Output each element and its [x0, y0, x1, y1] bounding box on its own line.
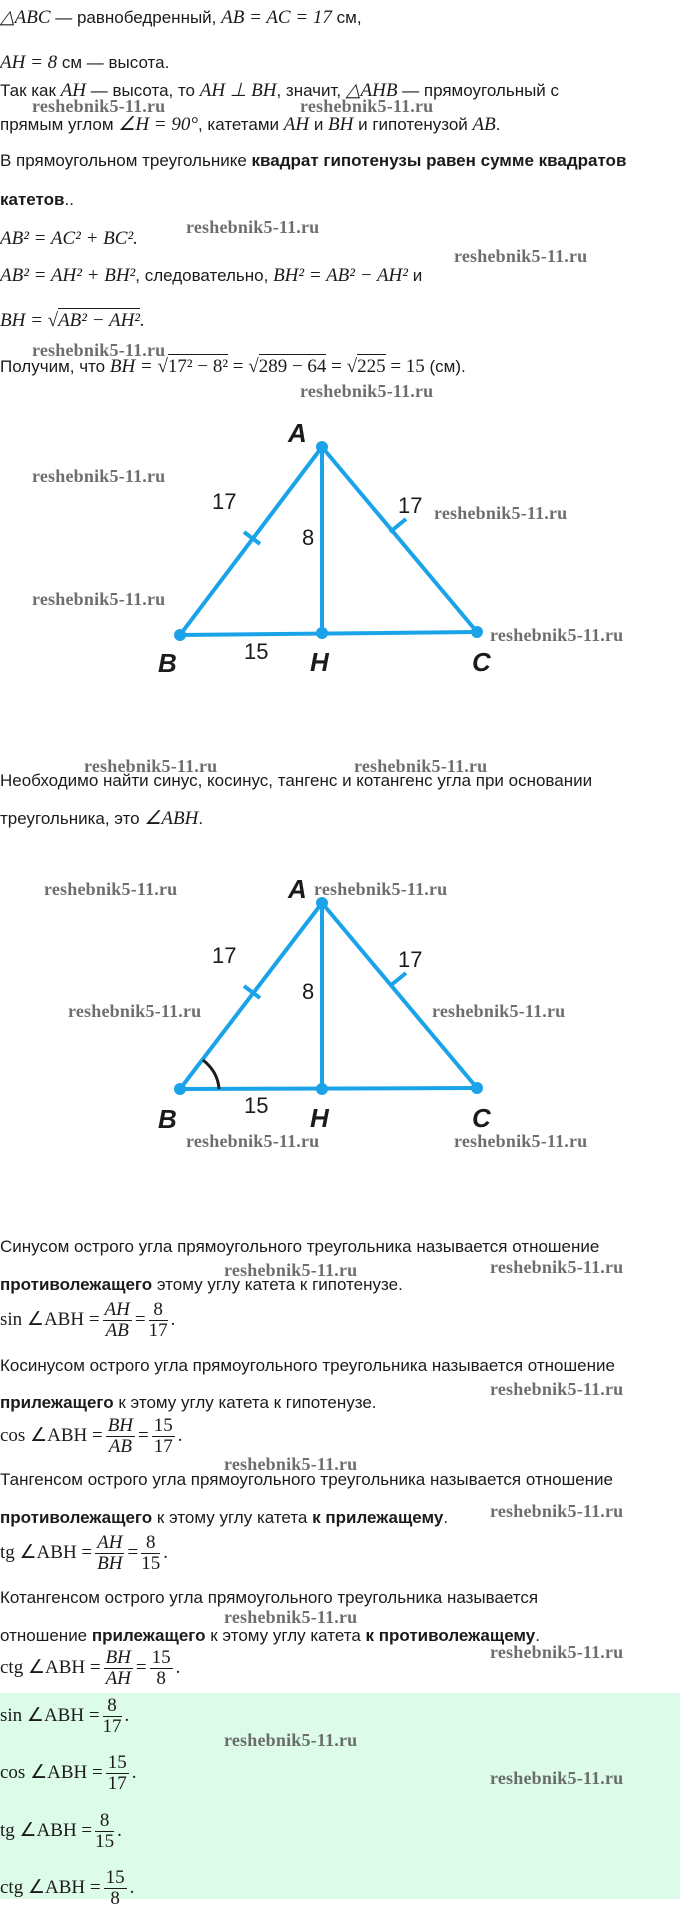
- length-ab: 17: [212, 943, 237, 968]
- side-ab: [180, 447, 322, 635]
- watermark: reshebnik5-11.ru: [490, 1257, 624, 1277]
- reason-line-2: прямым углом ∠H = 90°, катетами AH и BH и гипотенузой AB.: [0, 114, 501, 135]
- side-ab: [180, 903, 322, 1089]
- length-ah: 8: [302, 979, 315, 1004]
- angle-arc: [203, 1060, 219, 1089]
- point-h: [316, 1083, 328, 1095]
- watermark: reshebnik5-11.ru: [32, 589, 166, 609]
- formula-2: AB² = AH² + BH², следовательно, BH² = AB² − AH² и: [0, 265, 423, 286]
- watermark: reshebnik5-11.ru: [224, 1730, 358, 1750]
- task-line-1: Необходимо найти синус, косинус, тангенс и котангенс угла при основании: [0, 771, 593, 790]
- watermark: reshebnik5-11.ru: [454, 246, 588, 266]
- ctg-formula: ctg ∠ABH = $\frac{BH}{AH}$ = $\frac{15}{8}$ .: [0, 1647, 181, 1689]
- point-h: [316, 627, 328, 639]
- answer-ctg: ctg ∠ABH = $\frac{15}{8}$ .: [0, 1867, 135, 1909]
- formula-4: Получим, что BH = √17² − 8² = √289 − 64 = √225 = 15 (см).: [0, 356, 466, 377]
- watermark: reshebnik5-11.ru: [432, 1001, 566, 1021]
- formula-1: AB² = AC² + BC².: [0, 228, 138, 249]
- pythagoras-rule-2: катетов..: [0, 190, 74, 209]
- cos-definition-2: прилежащего к этому углу катета к гипотенузе.: [0, 1393, 377, 1412]
- watermark: reshebnik5-11.ru: [490, 1379, 624, 1399]
- label-b: B: [158, 1104, 177, 1134]
- pythagoras-rule-1: В прямоугольном треугольнике квадрат гипотенузы равен сумме квадратов: [0, 151, 627, 170]
- side-ac: [322, 903, 477, 1088]
- watermark: reshebnik5-11.ru: [68, 1001, 202, 1021]
- side-bc: [180, 632, 477, 635]
- label-a: A: [288, 874, 307, 904]
- sin-definition-2: противолежащего этому углу катета к гипотенузе.: [0, 1275, 403, 1294]
- answer-cos: cos ∠ABH = $\frac{15}{17}$ .: [0, 1752, 137, 1794]
- label-c: C: [472, 647, 491, 677]
- watermark: reshebnik5-11.ru: [32, 96, 166, 116]
- watermark: reshebnik5-11.ru: [32, 340, 166, 360]
- tick-ac: [390, 973, 406, 986]
- watermark: reshebnik5-11.ru: [314, 879, 448, 899]
- tg-definition-1: Тангенсом острого угла прямоугольного треугольника называется отношение: [0, 1470, 614, 1489]
- watermark: reshebnik5-11.ru: [186, 1131, 320, 1151]
- point-b: [174, 629, 186, 641]
- side-bc: [180, 1088, 477, 1089]
- answer-tg: tg ∠ABH = $\frac{8}{15}$ .: [0, 1810, 122, 1852]
- answer-sin: sin ∠ABH = $\frac{8}{17}$ .: [0, 1695, 130, 1737]
- given-line: △ABC — равнобедренный, AB = AC = 17 см,: [0, 7, 362, 28]
- watermark: reshebnik5-11.ru: [300, 96, 434, 116]
- label-h: H: [310, 1103, 329, 1133]
- watermark: reshebnik5-11.ru: [300, 381, 434, 401]
- task-line-2: треугольника, это ∠ABH.: [0, 808, 204, 829]
- cos-formula: cos ∠ABH = $\frac{BH}{AB}$ = $\frac{15}{17}$ .: [0, 1415, 183, 1457]
- watermark: reshebnik5-11.ru: [490, 1501, 624, 1521]
- length-ac: 17: [398, 947, 423, 972]
- label-a: A: [288, 418, 307, 448]
- tick-ac: [390, 519, 406, 532]
- watermark: reshebnik5-11.ru: [490, 625, 624, 645]
- label-c: C: [472, 1103, 491, 1133]
- label-h: H: [310, 647, 329, 677]
- length-bh: 15: [244, 1093, 269, 1118]
- point-c: [471, 1082, 483, 1094]
- length-ab: 17: [212, 489, 237, 514]
- ctg-definition-1: Котангенсом острого угла прямоугольного треугольника называется: [0, 1588, 539, 1607]
- sin-definition-1: Синусом острого угла прямоугольного треугольника называется отношение: [0, 1237, 600, 1256]
- reason-line-1: Так как AH — высота, то AH ⊥ BH, значит, △AHB — прямоугольный с: [0, 80, 560, 101]
- point-c: [471, 626, 483, 638]
- length-ah: 8: [302, 525, 315, 550]
- watermark: reshebnik5-11.ru: [224, 1607, 358, 1627]
- watermark: reshebnik5-11.ru: [224, 1260, 358, 1280]
- watermark: reshebnik5-11.ru: [490, 1642, 624, 1662]
- watermark: reshebnik5-11.ru: [490, 1768, 624, 1788]
- formula-3: BH = √AB² − AH².: [0, 310, 145, 331]
- point-b: [174, 1083, 186, 1095]
- point-a: [316, 441, 328, 453]
- side-ac: [322, 447, 477, 632]
- watermark: reshebnik5-11.ru: [44, 879, 178, 899]
- watermark: reshebnik5-11.ru: [224, 1454, 358, 1474]
- length-bh: 15: [244, 639, 269, 664]
- ctg-definition-2: отношение прилежащего к этому углу катета к противолежащему.: [0, 1626, 540, 1645]
- sin-formula: sin ∠ABH = $\frac{AH}{AB}$ = $\frac{8}{17}$ .: [0, 1299, 176, 1341]
- watermark: reshebnik5-11.ru: [434, 503, 568, 523]
- label-b: B: [158, 648, 177, 678]
- cos-definition-1: Косинусом острого угла прямоугольного треугольника называется отношение: [0, 1356, 615, 1375]
- triangle-diagram-1: [0, 405, 680, 695]
- watermark: reshebnik5-11.ru: [354, 756, 488, 776]
- tg-formula: tg ∠ABH = $\frac{AH}{BH}$ = $\frac{8}{15}$ .: [0, 1532, 168, 1574]
- height-line: AH = 8 см — высота.: [0, 52, 170, 73]
- length-ac: 17: [398, 493, 423, 518]
- watermark: reshebnik5-11.ru: [186, 217, 320, 237]
- tg-definition-2: противолежащего к этому углу катета к прилежащему.: [0, 1508, 449, 1527]
- watermark: reshebnik5-11.ru: [32, 466, 166, 486]
- watermark: reshebnik5-11.ru: [84, 756, 218, 776]
- watermark: reshebnik5-11.ru: [454, 1131, 588, 1151]
